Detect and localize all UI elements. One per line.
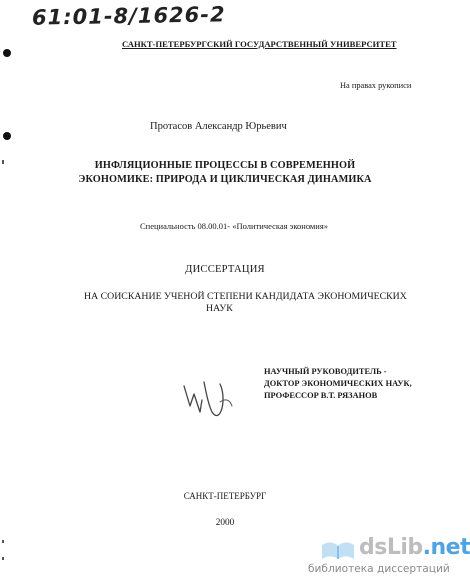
thesis-title-line: ИНФЛЯЦИОННЫЕ ПРОЦЕССЫ В СОВРЕМЕННОЙ	[94, 160, 356, 171]
binding-hole	[3, 49, 11, 57]
watermark-subtitle: библиотека диссертаций	[308, 563, 450, 575]
margin-mark	[2, 557, 4, 560]
watermark-logo-part: dsLib	[359, 535, 423, 560]
document-type: ДИССЕРТАЦИЯ	[185, 264, 265, 275]
degree-line: НАУК	[206, 303, 233, 314]
thesis-title-line: ЭКОНОМИКЕ: ПРИРОДА И ЦИКЛИЧЕСКАЯ ДИНАМИКА	[78, 174, 372, 185]
site-watermark	[306, 532, 470, 582]
speciality: Специальность 08.00.01- «Политическая экономия»	[140, 221, 329, 231]
handwritten-signature	[176, 372, 256, 432]
rights-note: На правах рукописи	[340, 81, 412, 90]
degree-line: НА СОИСКАНИЕ УЧЕНОЙ СТЕПЕНИ КАНДИДАТА ЭКОНОМИЧЕСКИХ	[84, 291, 407, 302]
archive-code-handwritten: 61:01-8/1626-2	[31, 2, 226, 30]
margin-mark	[2, 540, 4, 543]
watermark-logo-part: .net	[422, 535, 470, 560]
university-name: САНКТ-ПЕТЕРБУРГСКИЙ ГОСУДАРСТВЕННЫЙ УНИВЕРСИТЕТ	[122, 39, 397, 49]
watermark-logo	[359, 535, 470, 560]
open-book-icon	[320, 539, 356, 561]
advisor-line: ДОКТОР ЭКОНОМИЧЕСКИХ НАУК,	[264, 379, 412, 388]
advisor-line: ПРОФЕССОР В.Т. РЯЗАНОВ	[264, 391, 378, 400]
advisor-line: НАУЧНЫЙ РУКОВОДИТЕЛЬ -	[264, 367, 387, 376]
city: САНКТ-ПЕТЕРБУРГ	[183, 491, 267, 501]
author-name: Протасов Александр Юрьевич	[150, 121, 287, 132]
year: 2000	[215, 518, 235, 528]
binding-hole	[3, 132, 11, 140]
